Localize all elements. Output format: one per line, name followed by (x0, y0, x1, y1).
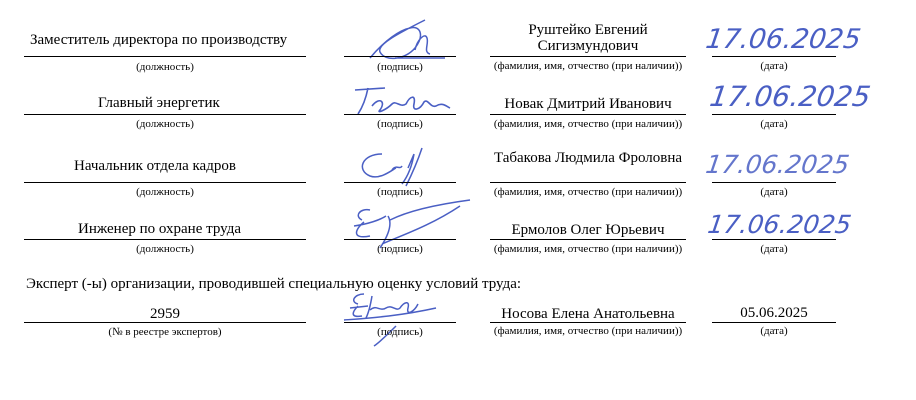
row3-fio: Табакова Людмила Фроловна (493, 150, 683, 166)
row1-fio-caption: (фамилия, имя, отчество (при наличии)) (493, 60, 683, 72)
row3-position-caption: (должность) (136, 186, 194, 198)
row4-fio-line (490, 239, 686, 240)
expert-heading: Эксперт (-ы) организации, проводившей специальную оценку условий труда: (26, 276, 522, 292)
row2-signature-line (344, 114, 456, 115)
row1-position-line (24, 56, 306, 57)
row2-fio: Новак Дмитрий Иванович (504, 96, 672, 112)
row2-signature-caption: (подпись) (377, 118, 423, 130)
row4-position-caption: (должность) (136, 243, 194, 255)
row1-position: Заместитель директора по производству (30, 32, 288, 48)
expert-date: 05.06.2025 (740, 305, 808, 321)
row1-date-caption: (дата) (760, 60, 788, 72)
expert-date-caption: (дата) (760, 325, 788, 337)
row4-signature-caption: (подпись) (377, 243, 423, 255)
expert-signature-icon (340, 286, 450, 348)
row3-fio-line (490, 182, 686, 183)
row2-date-caption: (дата) (760, 118, 788, 130)
row1-fio-line (490, 56, 686, 57)
expert-fio-line (490, 322, 686, 323)
row3-signature-caption: (подпись) (377, 186, 423, 198)
row2-position: Главный энергетик (98, 95, 220, 111)
row4-fio: Ермолов Олег Юрьевич (511, 222, 665, 238)
expert-signature-line (344, 322, 456, 323)
row4-date-line (712, 239, 836, 240)
row1-position-caption: (должность) (136, 61, 194, 73)
expert-signature-caption: (подпись) (377, 326, 423, 338)
row1-fio: Руштейко Евгений Сигизмундович (528, 22, 648, 54)
row2-position-caption: (должность) (136, 118, 194, 130)
row4-date: 17.06.2025 (705, 210, 854, 239)
row1-signature-caption: (подпись) (377, 61, 423, 73)
row4-fio-caption: (фамилия, имя, отчество (при наличии)) (493, 243, 683, 255)
expert-registry-line (24, 322, 306, 323)
row1-date: 17.06.2025 (703, 24, 863, 55)
expert-fio-caption: (фамилия, имя, отчество (при наличии)) (493, 325, 683, 337)
row2-fio-caption: (фамилия, имя, отчество (при наличии)) (493, 118, 683, 130)
row3-fio-caption: (фамилия, имя, отчество (при наличии)) (493, 186, 683, 198)
row2-date: 17.06.2025 (707, 80, 873, 113)
row3-date-caption: (дата) (760, 186, 788, 198)
row3-signature-line (344, 182, 456, 183)
row4-position-line (24, 239, 306, 240)
expert-registry-number: 2959 (150, 306, 180, 322)
row4-signature-line (344, 239, 456, 240)
row4-position: Инженер по охране труда (78, 221, 242, 237)
row3-position-line (24, 182, 306, 183)
row1-date-line (712, 56, 836, 57)
row3-date-line (712, 182, 836, 183)
expert-date-line (712, 322, 836, 323)
expert-registry-caption: (№ в реестре экспертов) (108, 326, 222, 338)
row2-date-line (712, 114, 836, 115)
row3-date: 17.06.2025 (703, 150, 852, 179)
row2-position-line (24, 114, 306, 115)
expert-fio: Носова Елена Анатольевна (501, 306, 675, 322)
row3-position: Начальник отдела кадров (74, 158, 236, 174)
row1-signature-line (344, 56, 456, 57)
row2-fio-line (490, 114, 686, 115)
row4-date-caption: (дата) (760, 243, 788, 255)
